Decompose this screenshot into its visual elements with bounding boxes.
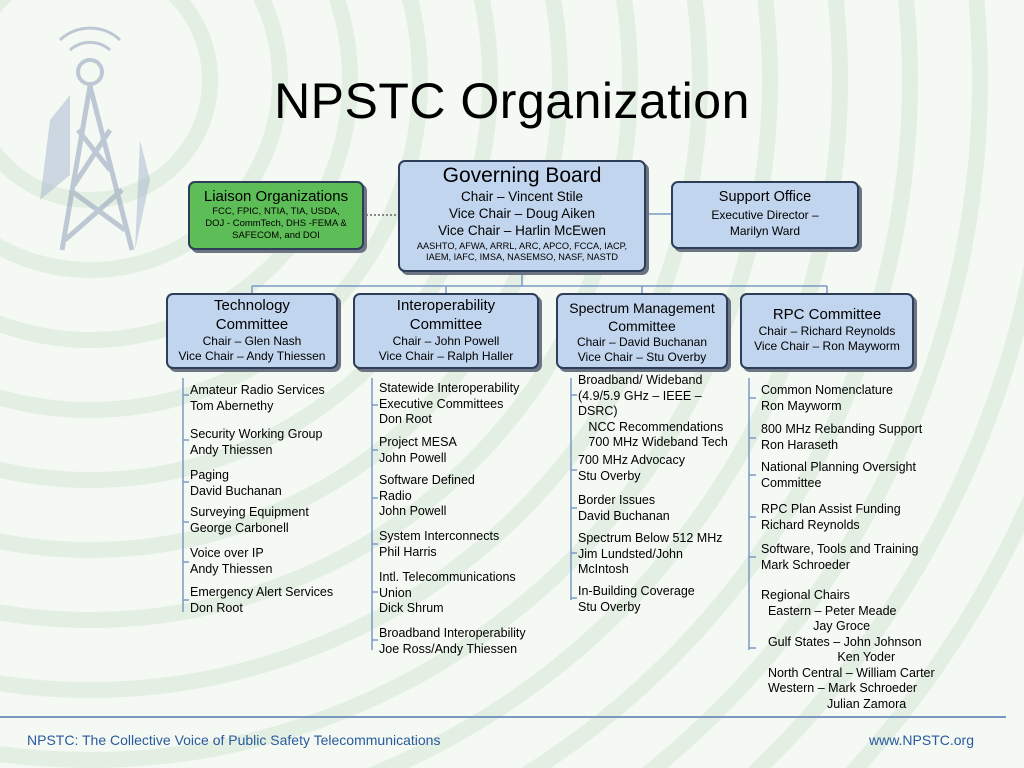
list-item (190, 383, 325, 414)
subgroup-lead: McIntosh (578, 562, 629, 576)
committee-chair: Chair – John Powell (392, 334, 500, 348)
subgroup-lead: Jim Lundsted/John (578, 546, 683, 561)
subgroup-title: (4.9/5.9 GHz – IEEE – (578, 388, 702, 403)
subgroup-lead: Ron Haraseth (761, 437, 839, 452)
subgroup-lead: Richard Reynolds (761, 517, 860, 532)
governing-board-box (398, 160, 646, 272)
list-item (379, 529, 499, 560)
subgroup-lead: Phil Harris (379, 544, 437, 559)
list-item (578, 584, 695, 615)
subgroup-title: Committee (761, 475, 822, 490)
subgroup-title: Spectrum Below 512 MHz (578, 531, 723, 545)
page-title: NPSTC Organization (274, 73, 750, 129)
committee-chair: Chair – David Buchanan (576, 335, 708, 349)
regional-chair: North Central – William Carter (761, 665, 935, 680)
subgroup-lead: Stu Overby (578, 468, 641, 483)
subgroup-title: Radio (379, 488, 412, 503)
list-item (379, 626, 526, 657)
governing-board-members: IAEM, IAFC, IMSA, NASEMSO, NASF, NASTD (426, 252, 618, 262)
subgroup-lead: Mark Schroeder (761, 557, 850, 572)
list-item (578, 493, 670, 524)
support-office-line: Marilyn Ward (729, 224, 801, 238)
liaison-organizations-box (188, 181, 364, 250)
list-item (761, 542, 919, 573)
committee-heading: Committee (608, 318, 676, 334)
subgroup-lead: Dick Shrum (379, 601, 444, 615)
list-item (379, 473, 475, 520)
committee-vice-chair: Vice Chair – Andy Thiessen (178, 349, 326, 363)
committee-vice-chair: Vice Chair – Ron Mayworm (754, 339, 900, 353)
committee-vice-chair: Vice Chair – Ralph Haller (378, 349, 514, 363)
list-item (578, 531, 723, 578)
subgroup-lead: David Buchanan (578, 508, 670, 523)
subgroup-title: Security Working Group (190, 427, 323, 441)
list-item (190, 585, 333, 616)
subgroup-title: Broadband Interoperability (379, 626, 526, 640)
subgroup-title: In-Building Coverage (578, 584, 695, 598)
subgroup-title: Broadband/ Wideband (578, 373, 703, 387)
list-item (761, 588, 935, 712)
subgroup-title: Emergency Alert Services (190, 585, 334, 599)
subgroup-title: Voice over IP (190, 546, 264, 560)
subgroup-lead: Andy Thiessen (190, 442, 273, 457)
committee-heading: Committee (409, 316, 483, 333)
committee-chair: Chair – Glen Nash (202, 334, 302, 348)
list-item (190, 546, 272, 577)
liaison-line: DOJ - CommTech, DHS -FEMA & (205, 218, 347, 229)
subgroup-lead: Ron Mayworm (761, 398, 842, 413)
subgroup-title: Border Issues (578, 493, 656, 507)
support-office-box (671, 181, 859, 249)
subgroup-lead: George Carbonell (190, 520, 289, 535)
list-item (379, 381, 519, 428)
list-item (578, 453, 685, 484)
subgroup-title: Intl. Telecommunications (379, 570, 516, 584)
subgroup-title: Statewide Interoperability (379, 381, 520, 395)
subgroup-lead: Tom Abernethy (190, 398, 274, 413)
spectrum-management-committee-box (556, 293, 728, 369)
list-item (578, 373, 728, 451)
subgroup-lead: Stu Overby (578, 599, 641, 614)
support-office-line: Executive Director – (711, 208, 819, 222)
subgroup-title: Amateur Radio Services (190, 383, 325, 397)
governing-board-officer: Vice Chair – Harlin McEwen (438, 223, 606, 238)
support-office-heading: Support Office (718, 189, 812, 205)
list-item (761, 460, 916, 491)
governing-board-officer: Vice Chair – Doug Aiken (448, 206, 596, 221)
subgroup-title: Paging (190, 468, 229, 482)
rpc-committee-box (740, 293, 914, 369)
list-item (761, 502, 901, 533)
subgroup-lead: John Powell (379, 504, 447, 518)
list-item (190, 505, 309, 536)
liaison-line: SAFECOM, and DOI (232, 230, 320, 241)
technology-committee-box (166, 293, 338, 369)
committee-vice-chair: Vice Chair – Stu Overby (577, 350, 707, 364)
subgroup-title: System Interconnects (379, 529, 500, 543)
committee-heading: Interoperability (396, 297, 496, 314)
subgroup-lead: David Buchanan (190, 483, 282, 498)
committee-heading: Committee (215, 316, 289, 333)
regional-chair: Jay Groce (761, 619, 871, 633)
committee-heading: Spectrum Management (569, 300, 715, 316)
liaison-line: FCC, FPIC, NTIA, TIA, USDA, (212, 206, 340, 217)
subgroup-lead: John Powell (379, 450, 447, 465)
subgroup-title: National Planning Oversight (761, 460, 916, 474)
regional-chair: Gulf States – John Johnson (761, 634, 922, 649)
subgroup-title: RPC Plan Assist Funding (761, 502, 901, 516)
committee-heading: Technology (214, 297, 290, 314)
subgroup-detail: 700 MHz Wideband Tech (578, 435, 728, 449)
list-item (379, 435, 457, 466)
subgroup-lead: Joe Ross/Andy Thiessen (379, 641, 518, 656)
regional-chair: Eastern – Peter Meade (761, 603, 897, 618)
subgroup-title: Project MESA (379, 435, 457, 449)
regional-chair: Ken Yoder (761, 650, 896, 664)
subgroup-title: Software Defined (379, 473, 475, 487)
subgroup-lead: Don Root (190, 600, 243, 615)
subgroup-detail: NCC Recommendations (578, 419, 724, 434)
subgroup-lead: Don Root (379, 412, 432, 426)
footer-tagline: NPSTC: The Collective Voice of Public Safety Telecommunications (27, 732, 441, 748)
list-item (190, 468, 282, 499)
list-item (190, 427, 322, 458)
committee-heading: RPC Committee (772, 306, 882, 323)
governing-board-officer: Chair – Vincent Stile (460, 189, 584, 204)
regional-chair: Julian Zamora (761, 696, 907, 711)
list-item (379, 570, 516, 617)
governing-board-heading: Governing Board (442, 164, 602, 187)
subgroup-lead: Andy Thiessen (190, 561, 273, 576)
list-item (761, 422, 922, 453)
committee-chair: Chair – Richard Reynolds (758, 324, 896, 338)
subgroup-title: Surveying Equipment (190, 505, 309, 519)
subgroup-title: Executive Committees (379, 396, 504, 411)
subgroup-title: 800 MHz Rebanding Support (761, 422, 923, 436)
subgroup-title: Regional Chairs (761, 588, 850, 602)
subgroup-title: 700 MHz Advocacy (578, 453, 685, 467)
list-item (761, 383, 893, 414)
subgroup-title: Union (379, 585, 412, 600)
footer-website-link[interactable]: www.NPSTC.org (868, 732, 974, 748)
governing-board-members: AASHTO, AFWA, ARRL, ARC, APCO, FCCA, IACP, (416, 241, 628, 251)
regional-chair: Western – Mark Schroeder (761, 681, 918, 695)
liaison-heading: Liaison Organizations (203, 188, 349, 205)
footer-divider (0, 716, 1006, 718)
subgroup-title: Software, Tools and Training (761, 542, 919, 556)
subgroup-title: DSRC) (578, 404, 618, 418)
interoperability-committee-box (353, 293, 539, 369)
subgroup-title: Common Nomenclature (761, 383, 893, 397)
